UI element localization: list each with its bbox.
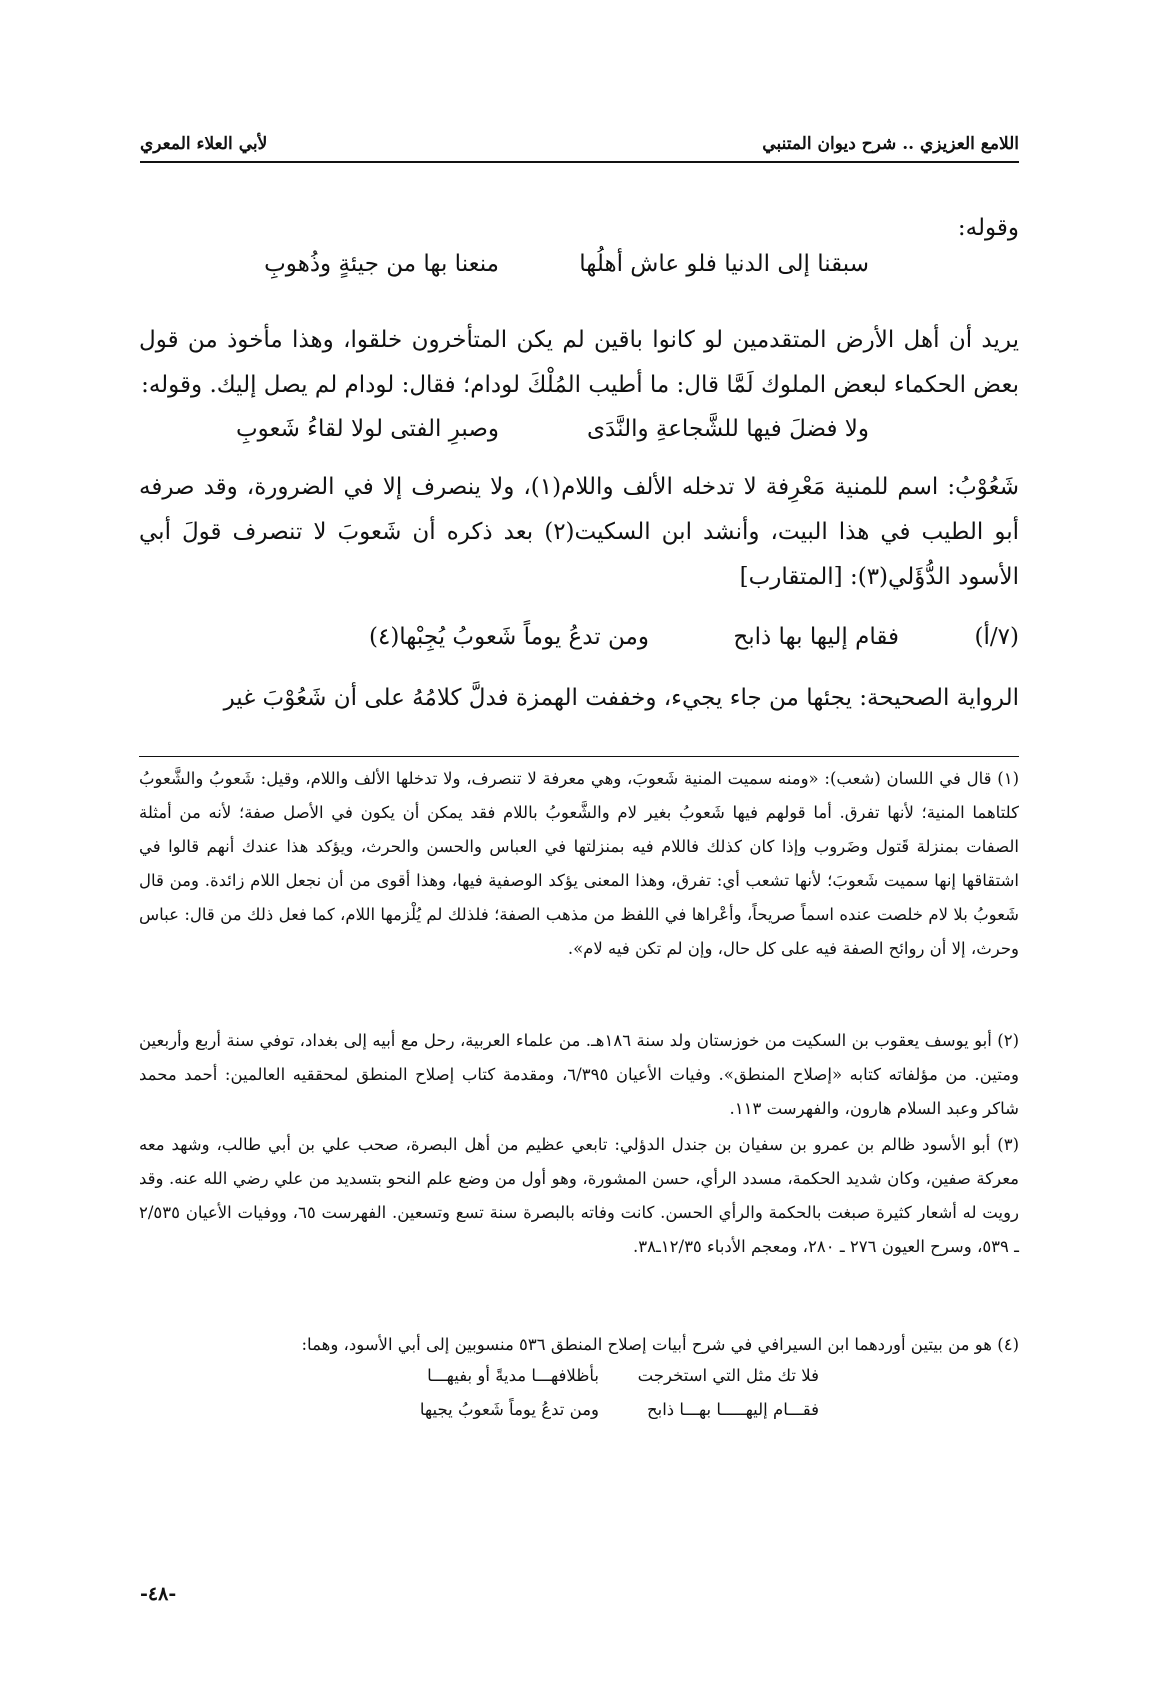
footnote-4-verse-2-second: ومن تدعُ يوماً شَعوبُ يجيها — [419, 1400, 599, 1419]
verse-1-first-hemistich: سبقنا إلى الدنيا فلو عاش أهلُها — [579, 251, 869, 277]
footnote-4-verse-2-first: فقـــام إليهـــــا بهـــا ذابح — [646, 1400, 819, 1419]
verse-1-second-hemistich: منعنا بها من جيئةٍ وذُهوبِ — [264, 251, 499, 277]
verse-1 — [139, 251, 1019, 296]
verse-3-first-hemistich: فقام إليها بها ذابح — [733, 624, 899, 650]
footnote-4-verse-2 — [139, 1400, 1019, 1434]
verse-2 — [139, 416, 1019, 461]
running-header — [140, 118, 1019, 154]
header-book-title: اللامع العزيزي .. شرح ديوان المتنبي — [762, 134, 1019, 154]
footnote-separator — [139, 756, 1019, 757]
paragraph-1: يريد أن أهل الأرض المتقدمين لو كانوا باقين لم يكن المتأخرون خلقوا، وهذا مأخوذ من قول بعض الحكماء لبعض الملوك لَمَّا قال: ما أطيب المُلْكَ لودام؛ فقال: لودام لم يصل إليك. وقوله: — [139, 327, 1019, 398]
footnote-4-verse-1-first: فلا تك مثل التي استخرجت — [637, 1366, 819, 1385]
footnote-4: (٤) هو من بيتين أوردهما ابن السيرافي في شرح أبيات إصلاح المنطق ٥٣٦ منسوبين إلى أبي الأسود، وهما: — [301, 1335, 1019, 1354]
paragraph-2: شَعُوْبُ: اسم للمنية مَعْرِفة لا تدخله الألف واللام(١)، ولا ينصرف إلا في الضرورة، وقد صرفه أبو الطيب في هذا البيت، وأنشد ابن السكيت(٢) بعد ذكره أن شَعوبَ لا تنصرف قولَ أبي الأسود الدُّؤَلي(٣): [المتقارب] — [139, 474, 1019, 590]
footnote-3: (٣) أبو الأسود ظالم بن عمرو بن سفيان بن جندل الدؤلي: تابعي عظيم من أهل البصرة، صحب علي بن أبي طالب، وشهد معه معركة صفين، وكان شديد الحكمة، مسدد الرأي، حسن المشورة، وهو أول من وضع علم النحو بتسديد من علي رضي الله عنه. وقد رويت له أشعار كثيرة صبغت بالحكمة والرأي الحسن. كانت وفاته بالبصرة سنة تسع وتسعين. الفهرست ٦٥، ووفيات الأعيان ٢/٥٣٥ ـ ٥٣٩، وسرح العيون ٢٧٦ ـ ٢٨٠، ومعجم الأدباء ١٢/٣٥ـ٣٨. — [139, 1135, 1020, 1256]
verse-3-second-hemistich: ومن تدعُ يوماً شَعوبُ يُجِبْها(٤) — [368, 624, 649, 650]
footnote-4-verse-1 — [139, 1366, 1019, 1400]
verse-2-first-hemistich: ولا فضلَ فيها للشَّجاعةِ والنَّدَى — [587, 416, 869, 442]
intro-line-1: وقوله: — [957, 215, 1019, 241]
verse-3 — [139, 624, 1019, 669]
footnote-4-verse-1-second: بأظلافهـــا مديةً أو بفيهـــا — [427, 1366, 599, 1385]
footnote-1: (١) قال في اللسان (شعب): «ومنه سميت المنية شَعوبَ، وهي معرفة لا تنصرف، ولا تدخلها الألف واللام، وقيل: شَعوبُ والشَّعوبُ كلتاهما المنية؛ لأنها تفرق. أما قولهم فيها شَعوبُ بغير لام والشَّعوبُ باللام فقد يمكن أن يكون في الأصل صفة؛ لأنه من أمثلة الصفات بمنزلة قَتول وضَروب وإذا كان كذلك فاللام فيه بمنزلتها في العباس والحسن والحرث، ويؤكد هذا عندك أنهم قالوا في اشتقاقها إنها سميت شَعوبَ؛ لأنها تشعب أي: تفرق، وهذا المعنى يؤكد الوصفية فيها، وهذا أقوى من أن نجعل اللام زائدة. ومن قال شَعوبُ بلا لام خلصت عنده اسماً صريحاً، وأعْراها في اللفظ من مذهب الصفة؛ فلذلك لم يُلْزمها اللام، كما فعل ذلك من قال: عباس وحرث، إلا أن روائح الصفة فيه على كل حال، وإن لم تكن فيه لام». — [139, 769, 1019, 958]
paragraph-3: الرواية الصحيحة: يجئها من جاء يجيء، وخففت الهمزة فدلَّ كلامُهُ على أن شَعُوْبَ غير — [223, 685, 1019, 711]
footnote-2: (٢) أبو يوسف يعقوب بن السكيت من خوزستان ولد سنة ١٨٦هـ. من علماء العربية، رحل مع أبيه إلى بغداد، توفي سنة أربع وأربعين ومتين. من مؤلفاته كتابه «إصلاح المنطق». وفيات الأعيان ٦/٣٩٥، ومقدمة كتاب إصلاح المنطق لمحققيه العالمين: أحمد محمد شاكر وعبد السلام هارون، والفهرست ١١٣. — [139, 1031, 1020, 1118]
header-rule — [140, 161, 1019, 163]
page-number: -٤٨- — [140, 1583, 177, 1605]
verse-2-second-hemistich: وصبرِ الفتى لولا لقاءُ شَعوبِ — [235, 416, 499, 442]
verse-3-manuscript-ref: (٧/أ) — [974, 624, 1019, 650]
header-author: لأبي العلاء المعري — [140, 134, 268, 154]
